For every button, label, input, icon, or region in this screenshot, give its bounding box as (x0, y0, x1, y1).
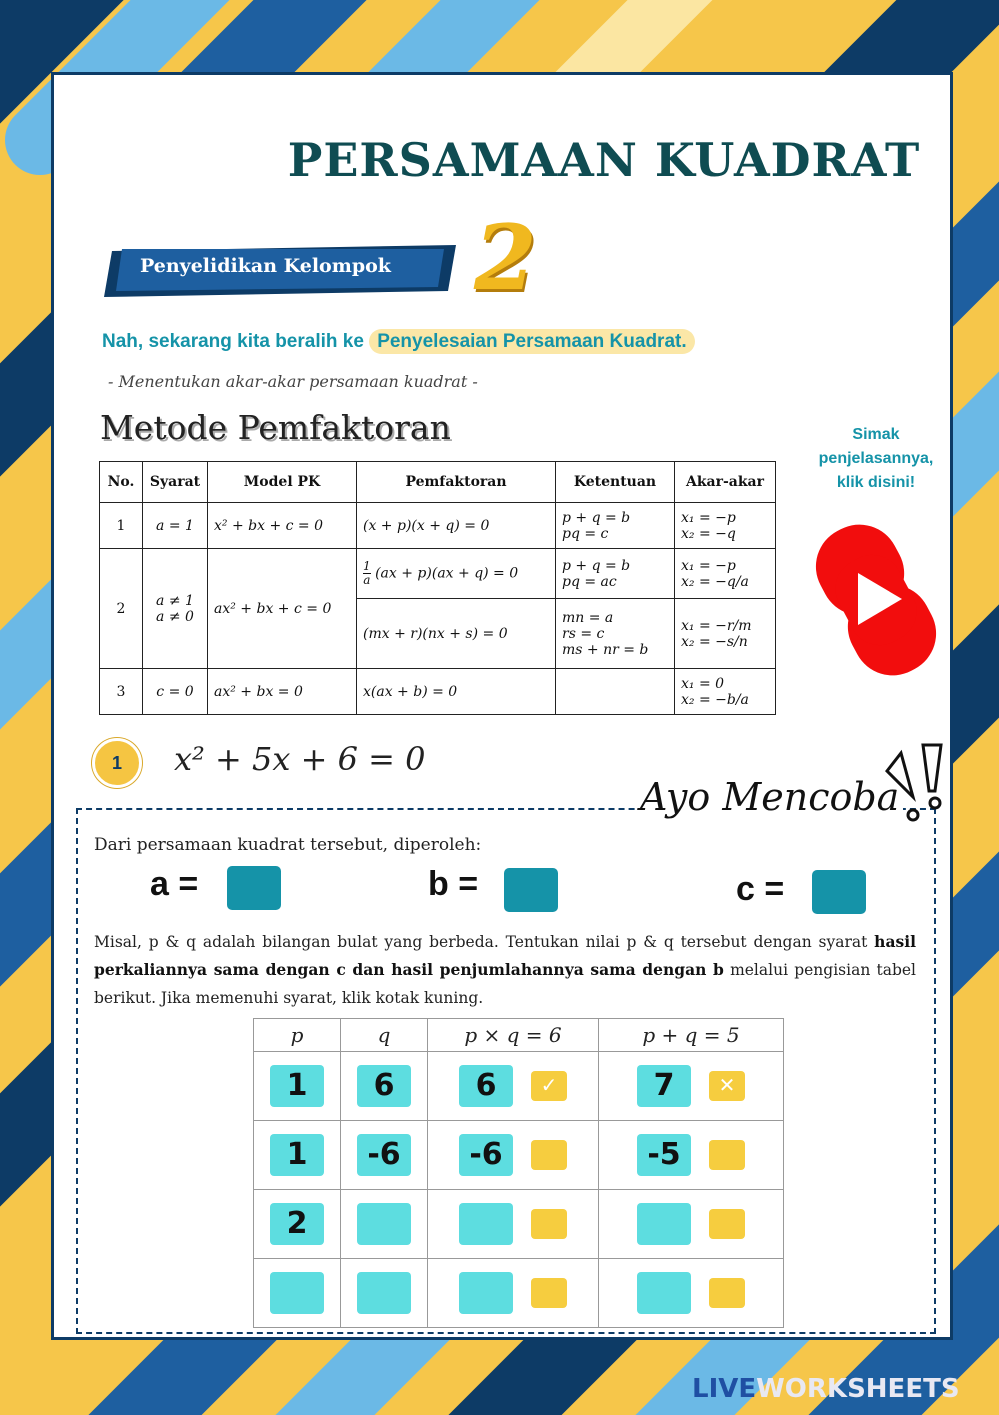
cell-line: ms + nr = b (562, 641, 649, 658)
th-akar: Akar-akar (675, 462, 776, 503)
product-input[interactable] (459, 1272, 513, 1314)
sum-checkbox[interactable] (709, 1209, 745, 1239)
th-pemfaktoran: Pemfaktoran (357, 462, 556, 503)
subtitle: - Menentukan akar-akar persamaan kuadrat - (108, 372, 478, 391)
group-number: 2 (474, 205, 537, 311)
sum-input[interactable] (637, 1272, 691, 1314)
instr-part1: Misal, p & q adalah bilangan bulat yang berbeda. Tentukan nilai p & q tersebut dengan syarat (94, 933, 868, 951)
intro-line (102, 331, 695, 353)
method-row (100, 503, 776, 549)
cell: c = 0 (143, 669, 208, 715)
problem-number-badge: 1 (92, 738, 142, 788)
cell-line: (ax + p)(ax + q) = 0 (375, 565, 519, 582)
pq-header (254, 1019, 784, 1052)
label-c: c = (736, 870, 785, 908)
exercise-intro: Dari persamaan kuadrat tersebut, diperoleh: (94, 835, 482, 855)
cell-line: x₁ = 0 (681, 675, 725, 692)
problem-equation: x² + 5x + 6 = 0 (174, 740, 426, 778)
cell (357, 549, 556, 599)
method-table (99, 461, 776, 715)
method-row (100, 669, 776, 715)
method-row (100, 549, 776, 599)
video-prompt-line2: penjelasannya, (818, 450, 934, 467)
cell: (x + p)(x + q) = 0 (357, 503, 556, 549)
p-input[interactable]: 2 (270, 1203, 324, 1245)
cell-line: x₂ = −b/a (681, 691, 749, 708)
cell (556, 503, 675, 549)
th-sum: p + q = 5 (599, 1019, 784, 1052)
video-prompt[interactable] (796, 423, 956, 495)
product-checkbox[interactable] (531, 1140, 567, 1170)
input-b[interactable] (504, 868, 558, 912)
product-checkbox[interactable] (531, 1278, 567, 1308)
th-ketentuan: Ketentuan (556, 462, 675, 503)
exclamation-icon (879, 741, 949, 831)
cell (556, 549, 675, 599)
cell-line: mn = a (562, 609, 614, 626)
intro-text: Nah, sekarang kita beralih ke (102, 331, 364, 352)
pq-row (254, 1121, 784, 1190)
cell: x(ax + b) = 0 (357, 669, 556, 715)
cell: 3 (100, 669, 143, 715)
pq-row (254, 1052, 784, 1121)
cell (556, 669, 675, 715)
video-prompt-line1: Simak (852, 426, 900, 443)
worksheet-card (51, 72, 953, 1340)
cell: x² + bx + c = 0 (208, 503, 357, 549)
fraction-denominator: a (363, 573, 371, 587)
label-b: b = (428, 865, 479, 903)
video-prompt-line3: klik disini! (836, 474, 916, 491)
instr-part2: melalui pengisian tabel berikut. Jika memenuhi syarat, klik kotak kuning. (94, 961, 916, 1007)
cell: 1 (100, 503, 143, 549)
cell-line: pq = ac (562, 573, 617, 590)
cell (675, 599, 776, 669)
product-input[interactable]: -6 (459, 1134, 513, 1176)
cross-icon[interactable]: ✕ (709, 1071, 745, 1101)
cell (675, 549, 776, 599)
intro-highlight: Penyelesaian Persamaan Kuadrat. (369, 329, 694, 354)
cell (143, 549, 208, 669)
p-input[interactable]: 1 (270, 1134, 324, 1176)
cell-line: x₁ = −p (681, 557, 736, 574)
input-c[interactable] (812, 870, 866, 914)
th-no: No. (100, 462, 143, 503)
cell-line: rs = c (562, 625, 605, 642)
input-a[interactable] (227, 866, 281, 910)
liveworksheets-logo (692, 1374, 960, 1404)
cell-line: p + q = b (562, 557, 631, 574)
pq-row (254, 1190, 784, 1259)
instr-bold: hasil perkaliannya sama dengan c dan hasil penjumlahannya sama dengan b (94, 932, 916, 979)
check-icon[interactable]: ✓ (531, 1071, 567, 1101)
sum-input[interactable] (637, 1203, 691, 1245)
p-input[interactable]: 1 (270, 1065, 324, 1107)
cell-line: x₁ = −r/m (681, 617, 752, 634)
cell: ax² + bx = 0 (208, 669, 357, 715)
q-input[interactable] (357, 1272, 411, 1314)
th-product: p × q = 6 (428, 1019, 599, 1052)
q-input[interactable] (357, 1203, 411, 1245)
exercise-banner: Ayo Mencoba (636, 775, 903, 819)
youtube-shorts-icon[interactable] (806, 515, 946, 685)
p-input[interactable] (270, 1272, 324, 1314)
logo-part1: LIVE (692, 1374, 757, 1404)
cell: 2 (100, 549, 143, 669)
cell-line: x₁ = −p (681, 509, 736, 526)
cell: a = 1 (143, 503, 208, 549)
product-input[interactable] (459, 1203, 513, 1245)
sum-checkbox[interactable] (709, 1278, 745, 1308)
q-input[interactable]: -6 (357, 1134, 411, 1176)
logo-part2: WORKSHEETS (756, 1374, 960, 1404)
instructions (94, 928, 916, 1012)
cell-line: p + q = b (562, 509, 631, 526)
cell-line: a ≠ 1 (156, 592, 194, 609)
label-a: a = (150, 865, 199, 903)
method-table-header (100, 462, 776, 503)
cell (556, 599, 675, 669)
pq-row (254, 1259, 784, 1328)
product-checkbox[interactable] (531, 1209, 567, 1239)
sum-input[interactable]: 7 (637, 1065, 691, 1107)
th-q: q (341, 1019, 428, 1052)
cell (675, 669, 776, 715)
pq-table (253, 1018, 784, 1328)
th-model: Model PK (208, 462, 357, 503)
fraction-numerator: 1 (363, 559, 371, 573)
cell (675, 503, 776, 549)
page-title: PERSAMAAN KUADRAT (287, 133, 921, 187)
th-syarat: Syarat (143, 462, 208, 503)
sum-input[interactable]: -5 (637, 1134, 691, 1176)
q-input[interactable]: 6 (357, 1065, 411, 1107)
product-input[interactable]: 6 (459, 1065, 513, 1107)
th-p: p (254, 1019, 341, 1052)
cell-line: x₂ = −q (681, 525, 736, 542)
method-title: Metode Pemfaktoran (100, 408, 451, 447)
cell-line: a ≠ 0 (156, 608, 194, 625)
cell-line: x₂ = −q/a (681, 573, 749, 590)
sum-checkbox[interactable] (709, 1140, 745, 1170)
cell: ax² + bx + c = 0 (208, 549, 357, 669)
cell-line: x₂ = −s/n (681, 633, 748, 650)
ribbon-label: Penyelidikan Kelompok (140, 255, 391, 277)
cell-line: pq = c (562, 525, 609, 542)
fraction (363, 560, 371, 587)
cell: (mx + r)(nx + s) = 0 (357, 599, 556, 669)
